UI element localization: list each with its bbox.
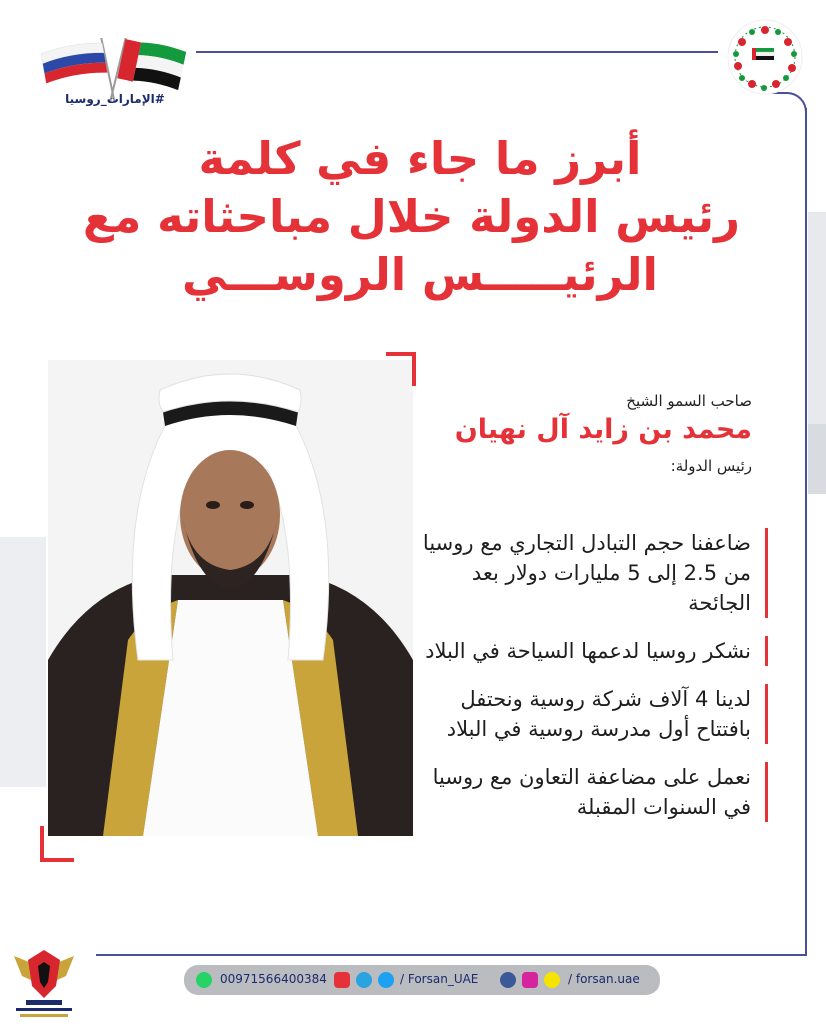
hashtag-label: #الإمارات_روسيا — [65, 92, 165, 106]
background-band-right-dark — [808, 424, 826, 494]
facebook-icon[interactable] — [500, 972, 516, 988]
quote-item: لدينا 4 آلاف شركة روسية ونحتفل بافتتاح أول مدرسة روسية في البلاد — [408, 684, 768, 744]
youtube-icon[interactable] — [334, 972, 350, 988]
social-bar — [184, 965, 660, 995]
speaker-honorific: صاحب السمو الشيخ — [626, 392, 752, 410]
portrait-photo — [48, 360, 413, 836]
quote-item: نعمل على مضاعفة التعاون مع روسيا في السنوات المقبلة — [408, 762, 768, 822]
snapchat-icon[interactable] — [544, 972, 560, 988]
telegram-icon[interactable] — [356, 972, 372, 988]
forsan-logo — [726, 18, 804, 96]
quote-item: نشكر روسيا لدعمها السياحة في البلاد — [408, 636, 768, 666]
quote-item: ضاعفنا حجم التبادل التجاري مع روسيا من 2.5 إلى 5 مليارات دولار بعد الجائحة — [408, 528, 768, 618]
headline-line-3: الرئيـــــس الروســـي — [182, 248, 658, 301]
social-handle-primary[interactable]: / Forsan_UAE — [400, 972, 479, 986]
frame-right-line — [805, 108, 807, 954]
speaker-name: محمد بن زايد آل نهيان — [454, 414, 752, 445]
whatsapp-number[interactable]: 00971566400384 — [220, 972, 327, 986]
social-handle-secondary[interactable]: / forsan.uae — [568, 972, 640, 986]
headline-line-2: رئيس الدولة خلال مباحثاته مع — [82, 190, 740, 243]
whatsapp-icon[interactable] — [196, 972, 212, 988]
twitter-icon[interactable] — [378, 972, 394, 988]
frame-bottom-line — [96, 954, 807, 956]
speaker-block — [422, 392, 752, 475]
frame-top-line — [196, 51, 718, 53]
headline — [82, 130, 740, 304]
background-band-left — [0, 537, 46, 787]
photo-corner-accent-top — [386, 352, 416, 386]
background-band-right — [808, 212, 826, 424]
headline-line-1: أبرز ما جاء في كلمة — [198, 132, 642, 185]
arab-defense-forum-logo — [6, 946, 82, 1022]
instagram-icon[interactable] — [522, 972, 538, 988]
speaker-role: رئيس الدولة: — [670, 457, 752, 475]
quote-list — [408, 528, 768, 840]
photo-corner-accent-bottom — [40, 826, 74, 862]
